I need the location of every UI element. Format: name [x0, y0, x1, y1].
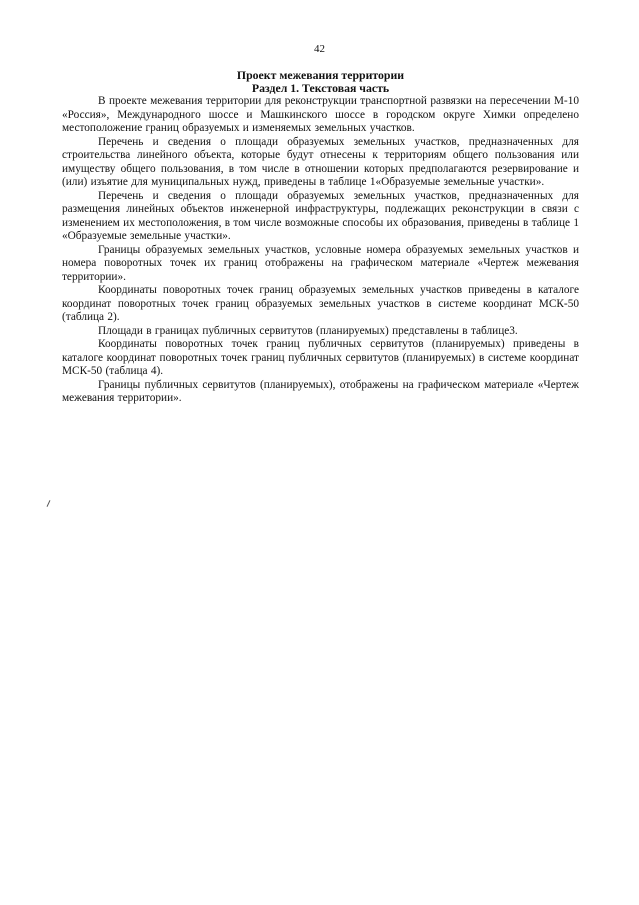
- document-body: [62, 69, 579, 406]
- paragraph-8: Границы публичных сервитутов (планируемых), отображены на графическом материале «Чертеж межевания территории».: [62, 378, 579, 404]
- section-heading: Раздел 1. Текстовая часть: [251, 81, 390, 95]
- paragraph-1: В проекте межевания территории для реконструкции транспортной развязки на пересечении М-10 «Россия», Международного шоссе и Машкинского шоссе в городском округе Химки определено местоположение границ образуемых и изменяемых земельных участков.: [62, 95, 579, 134]
- paragraph-7: Координаты поворотных точек границ публичных сервитутов (планируемых) приведены в каталоге координат поворотных точек границ публичных сервитутов (планируемых) в системе координат МСК-50 (таблица 4).: [62, 338, 579, 377]
- paragraph-6: Площади в границах публичных сервитутов (планируемых) представлены в таблице3.: [98, 324, 518, 337]
- document-title: Проект межевания территории: [236, 68, 405, 82]
- paragraph-5: Координаты поворотных точек границ образуемых земельных участков приведены в каталоге координат поворотных точек границ образуемых земельных участков в системе координат МСК-50 (таблица 2).: [62, 284, 579, 323]
- paragraph-3: Перечень и сведения о площади образуемых земельных участков, предназначенных для размещения линейных объектов инженерной инфраструктуры, подлежащих реконструкции в связи с изменением их местоположения, в том числе возможные способы их образования, приведены в таблице 1 «Образуемые земельные участки».: [62, 189, 579, 242]
- scan-artifact-mark: [47, 500, 51, 507]
- page-number: 42: [314, 43, 325, 55]
- paragraph-4: Границы образуемых земельных участков, условные номера образуемых земельных участков и номера поворотных точек их границ отображены на графическом материале «Чертеж межевания территории».: [62, 243, 579, 283]
- paragraph-2: Перечень и сведения о площади образуемых земельных участков, предназначенных для строительства линейного объекта, которые будут отнесены к территориям общего пользования или имуществу общего пользования, в том числе в отношении которых предполагаются резервирование и (или) изъятие для муниципальных нужд, приведены в таблице 1«Образуемые земельные участки».: [62, 135, 579, 188]
